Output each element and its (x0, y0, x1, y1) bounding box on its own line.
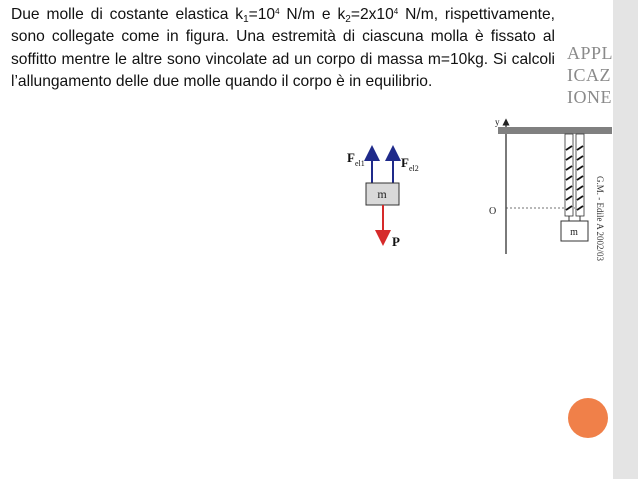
hanging-mass-label: m (570, 227, 578, 238)
ceiling (498, 127, 612, 134)
y-axis-label: y (495, 117, 500, 127)
footer-note: G.M. - Edile A 2002/03 (595, 176, 605, 261)
mass-label: m (377, 187, 387, 201)
section-title: APPLICAZIONE (567, 43, 614, 107)
weight-label: P (392, 234, 400, 249)
origin-label: O (489, 206, 497, 217)
free-body-diagram (347, 150, 419, 249)
force-el2-label: $F_{el2}$ (401, 155, 419, 173)
accent-dot (568, 398, 608, 438)
problem-statement: Due molle di costante elastica $k_1=10^4$ N/m e $k_2=2x10^4$ N/m, rispettivamente, sono collegate come in figura. Una estremità di ciascuna molla è fissato al soffitto mentre le altre sono vincolate ad un corpo di massa m=10kg. Si calcoli l’allungamento delle due molle quando il corpo è in equilibrio. (11, 6, 555, 90)
force-el1-label: $F_{el1}$ (347, 150, 365, 168)
